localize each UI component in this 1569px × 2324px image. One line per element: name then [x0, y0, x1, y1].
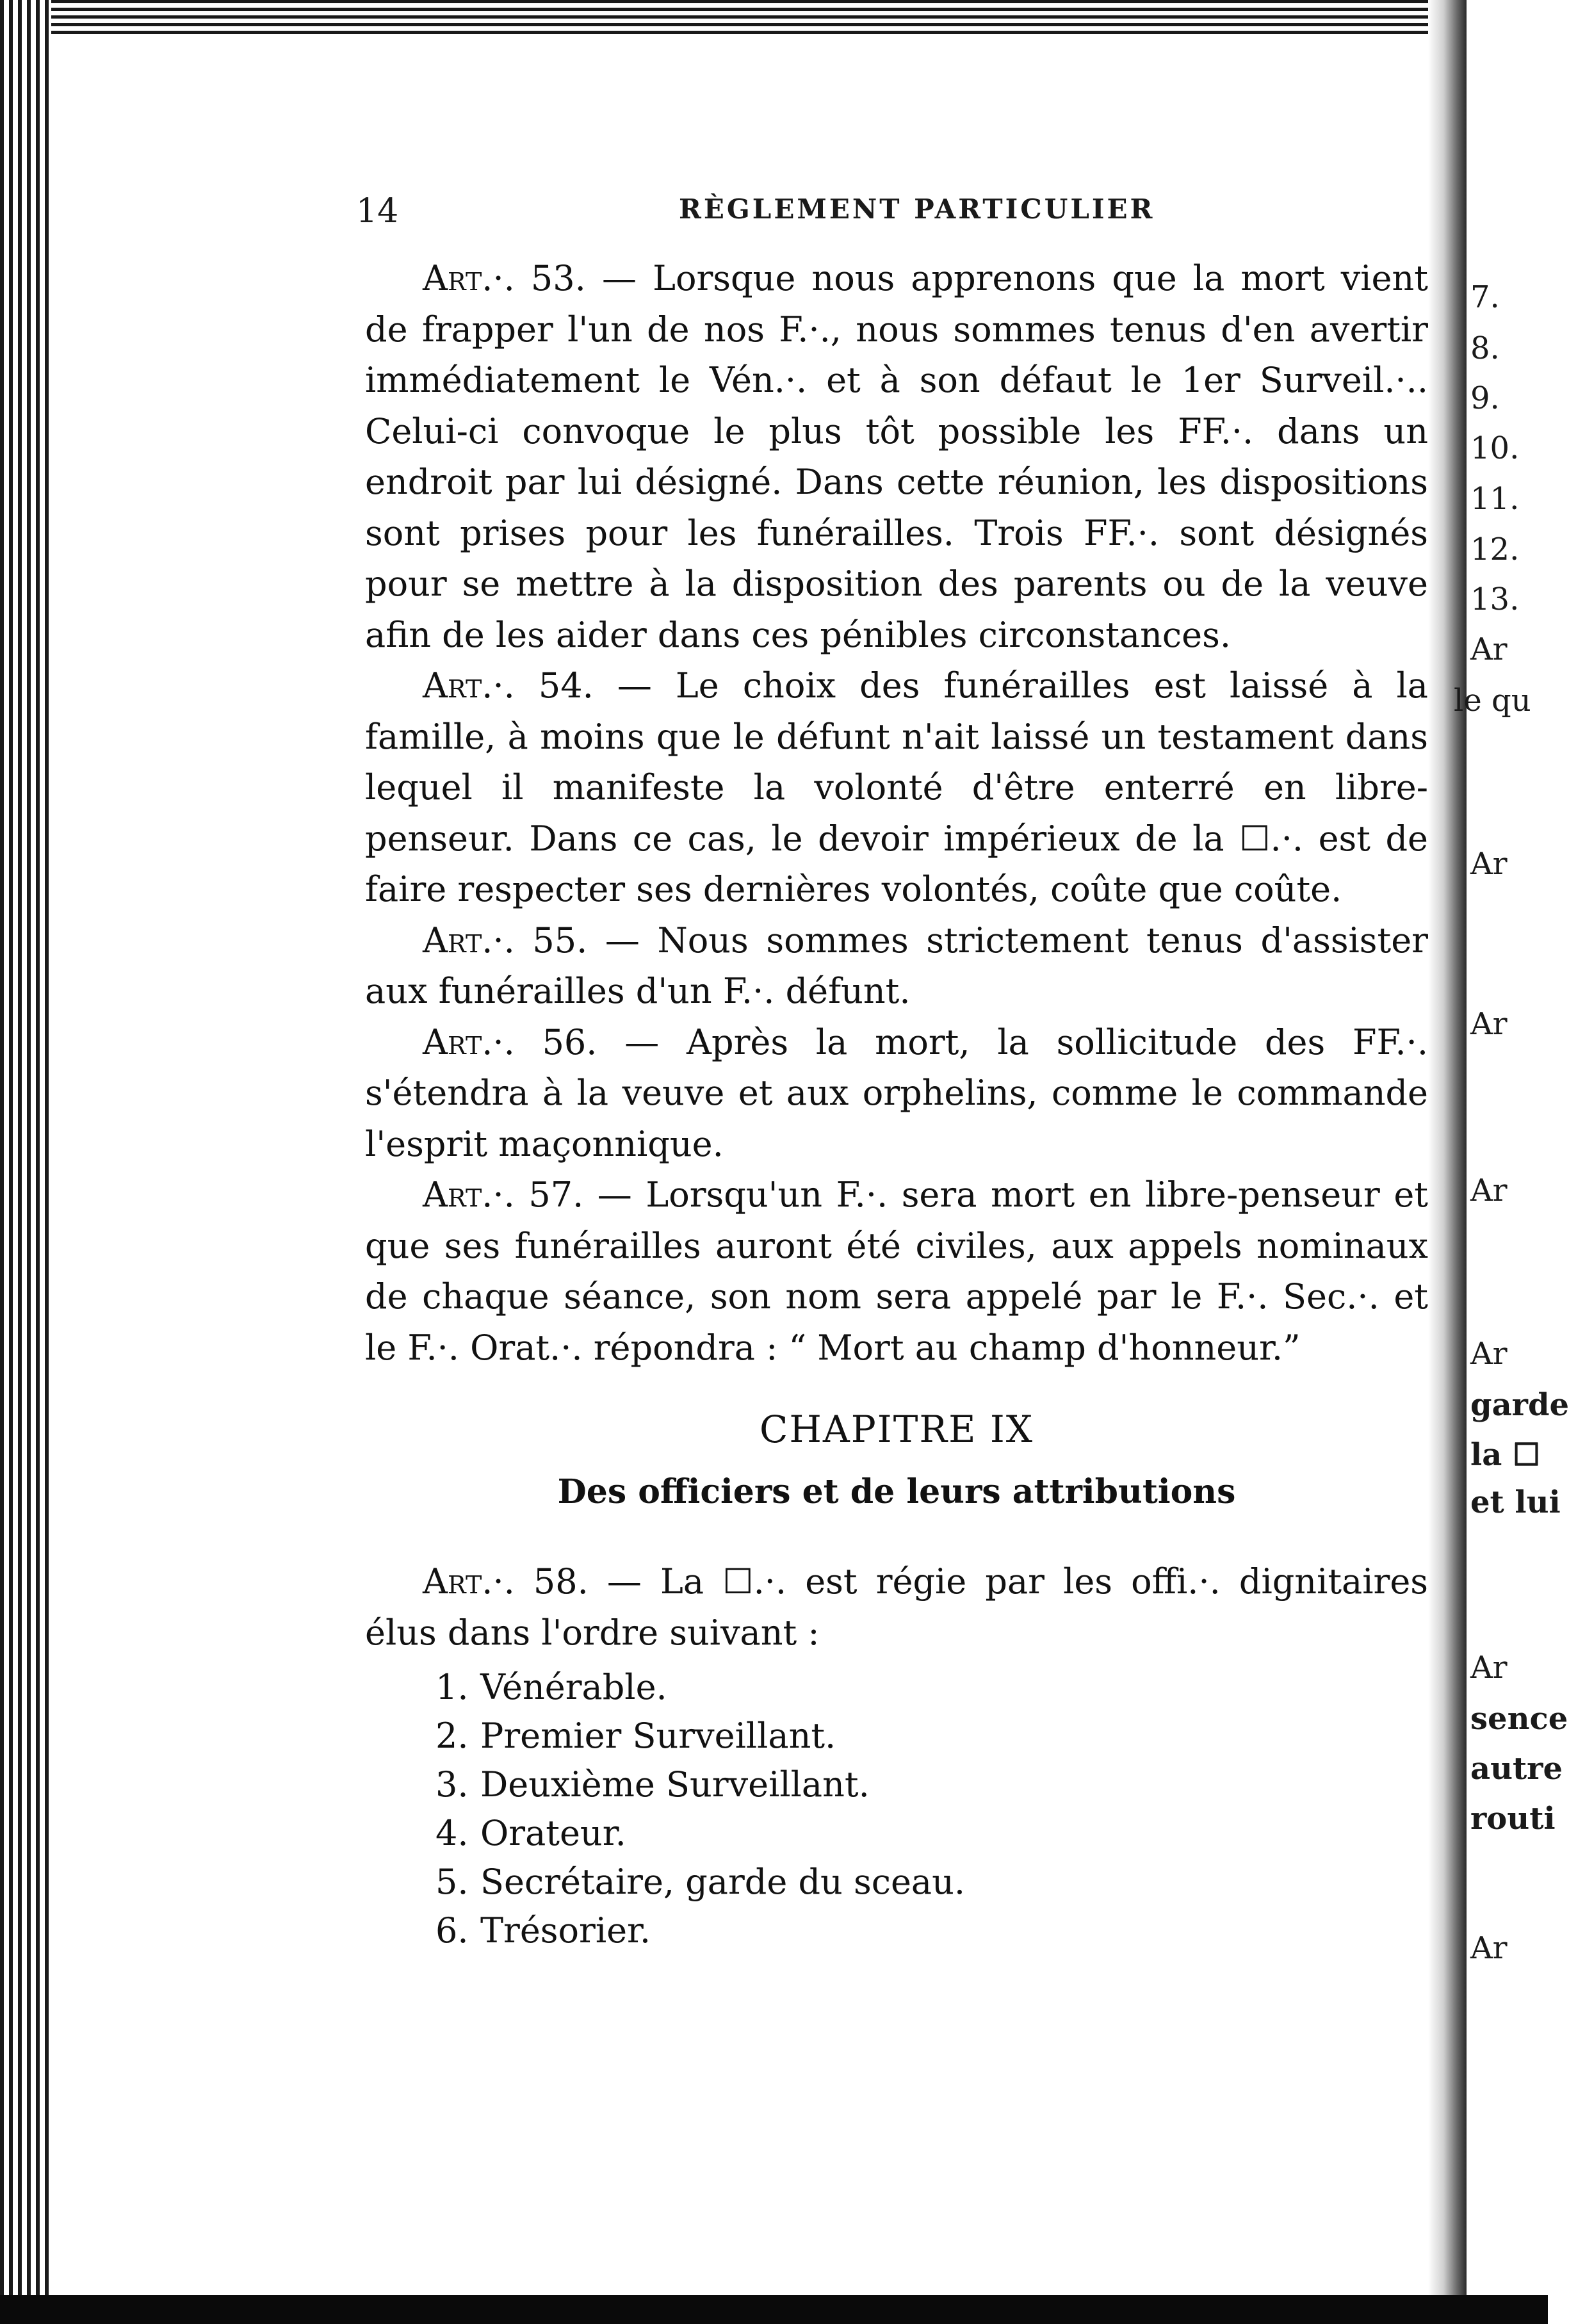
article-label: Art.·.	[423, 1561, 515, 1602]
article-56	[365, 1017, 1428, 1170]
article-label: Art.·.	[423, 1021, 515, 1062]
adjacent-fragment: 9.	[1470, 380, 1500, 416]
list-number: 4.	[435, 1813, 469, 1853]
adjacent-fragment: le qu	[1454, 683, 1531, 719]
adjacent-fragment: garde	[1470, 1387, 1569, 1423]
article-58	[365, 1556, 1428, 1658]
article-text: 58. — La ☐.·. est régie par les offi.·. dignitaires élus dans l'ordre suivant :	[365, 1561, 1428, 1653]
adjacent-fragment: Ar	[1470, 631, 1508, 667]
page-body	[365, 253, 1428, 1955]
scan-frame-left	[0, 0, 51, 2324]
list-item	[365, 1906, 1428, 1955]
article-text: 54. — Le choix des funérailles est laissé à la famille, à moins que le défunt n'ait laissé un testament dans lequel il manifeste la volonté d'être enterré en libre-penseur. Dans ce cas, le devoir impérieux de la ☐.·. est de faire respecter ses dernières volontés, coûte que coûte.	[365, 665, 1428, 909]
adjacent-fragment: la ☐	[1470, 1437, 1541, 1473]
list-item	[365, 1760, 1428, 1809]
article-label: Art.·.	[423, 665, 515, 706]
article-53	[365, 253, 1428, 660]
list-item	[365, 1809, 1428, 1858]
article-57	[365, 1169, 1428, 1373]
officer-name: Orateur.	[480, 1813, 626, 1853]
adjacent-fragment: 8.	[1470, 330, 1500, 366]
adjacent-fragment: routi	[1470, 1801, 1556, 1837]
officer-name: Trésorier.	[480, 1910, 651, 1951]
adjacent-fragment: Ar	[1470, 1006, 1508, 1042]
list-number: 5.	[435, 1862, 469, 1902]
adjacent-fragment: 10.	[1470, 430, 1520, 466]
list-number: 6.	[435, 1910, 469, 1951]
list-item	[365, 1858, 1428, 1906]
scan-frame-top	[0, 0, 1447, 38]
adjacent-fragment: Ar	[1470, 846, 1508, 882]
article-label: Art.·.	[423, 258, 515, 298]
scan-frame-bottom	[0, 2295, 1548, 2324]
adjacent-fragment: Ar	[1470, 1930, 1508, 1966]
article-label: Art.·.	[423, 1174, 515, 1215]
list-number: 2.	[435, 1716, 469, 1756]
adjacent-fragment: 12.	[1470, 532, 1520, 567]
officer-name: Deuxième Surveillant.	[480, 1764, 870, 1805]
list-item	[365, 1712, 1428, 1760]
article-label: Art.·.	[423, 920, 515, 961]
adjacent-fragment: 11.	[1470, 481, 1520, 517]
adjacent-fragment: Ar	[1470, 1173, 1508, 1208]
article-text: 57. — Lorsqu'un F.·. sera mort en libre-penseur et que ses funérailles auront été civiles, aux appels nominaux de chaque séance, son nom sera appelé par le F.·. Sec.·. et le F.·. Orat.·. répondra : “ Mort au champ d'honneur.”	[365, 1174, 1428, 1368]
adjacent-fragment: 7.	[1470, 279, 1500, 315]
adjacent-fragment: Ar	[1470, 1336, 1508, 1372]
running-title: RÈGLEMENT PARTICULIER	[679, 193, 1155, 225]
chapter-subtitle: Des officiers et de leurs attributions	[557, 1472, 1236, 1511]
officer-list	[365, 1663, 1428, 1955]
list-number: 3.	[435, 1764, 469, 1805]
article-55	[365, 915, 1428, 1017]
article-text: 55. — Nous sommes strictement tenus d'assister aux funérailles d'un F.·. défunt.	[365, 920, 1428, 1011]
article-text: 53. — Lorsque nous apprenons que la mort vient de frapper l'un de nos F.·., nous sommes tenus d'en avertir immédiatement le Vén.·. et à son défaut le 1er Surveil.·.. Celui-ci convoque le plus tôt possible les FF.·. dans un endroit par lui désigné. Dans cette réunion, les dispositions sont prises pour les funérailles. Trois FF.·. sont désignés pour se mettre à la disposition des parents ou de la veuve afin de les aider dans ces pénibles circonstances.	[365, 258, 1428, 655]
officer-name: Secrétaire, garde du sceau.	[480, 1862, 966, 1902]
adjacent-fragment: 13.	[1470, 581, 1520, 617]
officer-name: Vénérable.	[480, 1667, 667, 1707]
page-number: 14	[356, 192, 399, 231]
officer-name: Premier Surveillant.	[480, 1716, 836, 1756]
list-number: 1.	[435, 1667, 469, 1707]
adjacent-page-edge	[1454, 0, 1569, 2324]
book-gutter	[1428, 0, 1467, 2324]
list-item	[365, 1663, 1428, 1712]
chapter-title: CHAPITRE IX	[759, 1408, 1034, 1451]
article-54	[365, 660, 1428, 915]
adjacent-fragment: Ar	[1470, 1650, 1508, 1686]
article-text: 56. — Après la mort, la sollicitude des FF.·. s'étendra à la veuve et aux orphelins, comme le commande l'esprit maçonnique.	[365, 1021, 1428, 1164]
adjacent-fragment: sence	[1470, 1701, 1568, 1737]
adjacent-fragment: et lui	[1470, 1484, 1561, 1520]
adjacent-fragment: autre	[1470, 1751, 1563, 1787]
